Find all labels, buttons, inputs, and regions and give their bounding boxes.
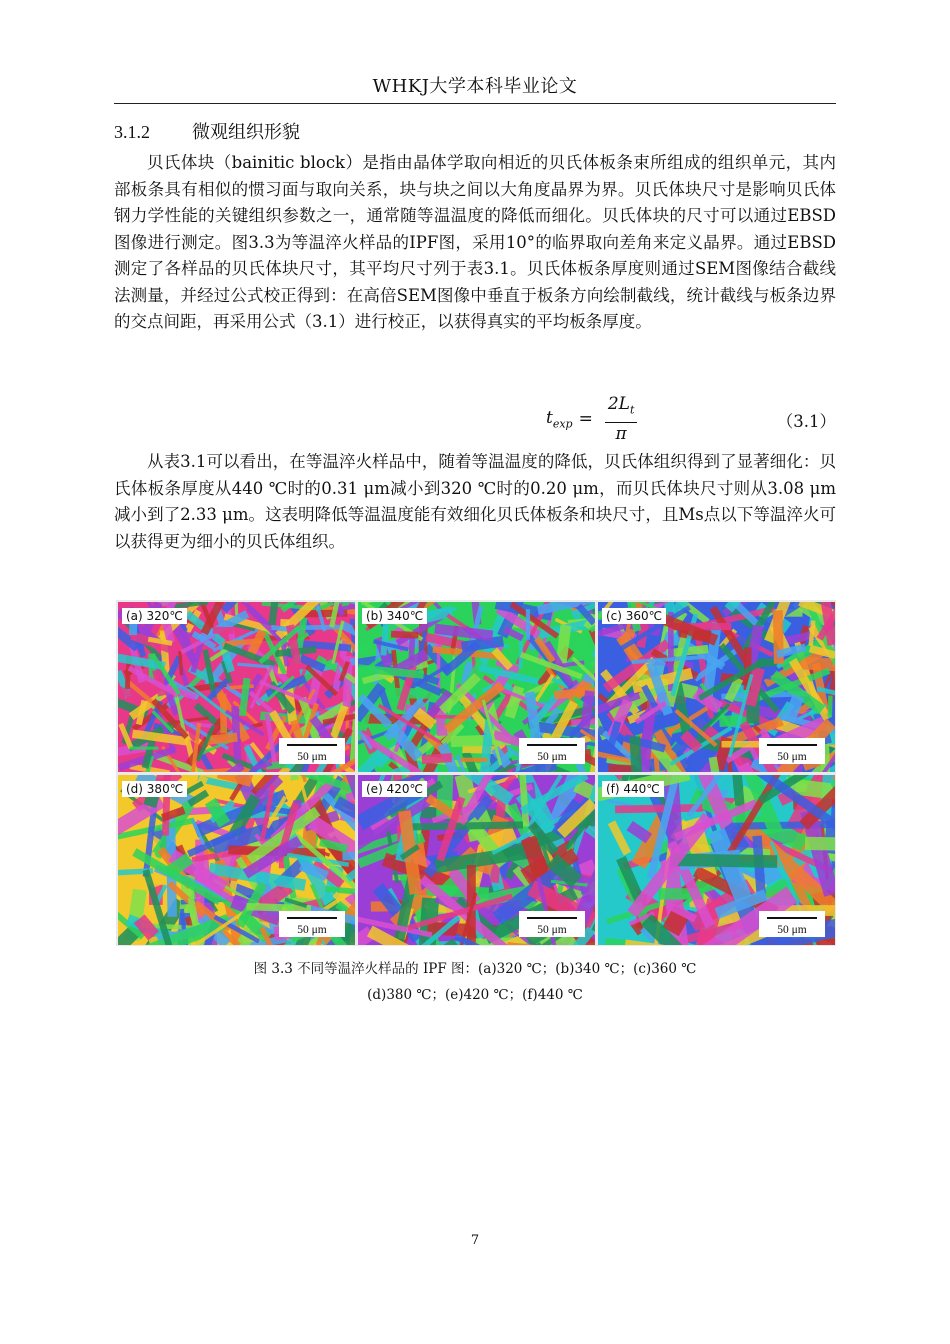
section-title: 微观组织形貌 xyxy=(192,122,300,143)
figure-caption-line-1: 图 3.3 不同等温淬火样品的 IPF 图：(a)320 ℃；(b)340 ℃；(c)360 ℃ xyxy=(253,961,697,977)
header-rule xyxy=(114,103,836,104)
page-number: 7 xyxy=(470,1233,480,1248)
panel-label: (d) 380℃ xyxy=(122,781,187,797)
scale-bar: 50 μm xyxy=(279,911,345,937)
ipf-panel-a xyxy=(118,602,355,772)
equation-equals: = xyxy=(578,409,593,429)
fraction-numerator: $2L_t$ xyxy=(605,393,638,422)
panel-label: (c) 360℃ xyxy=(602,608,666,624)
equation-lhs: $t_{exp}$ xyxy=(546,407,573,431)
paragraph-2: 从表3.1可以看出，在等温淬火样品中，随着等温温度的降低，贝氏体组织得到了显著细化：贝氏体板条厚度从440 ℃时的0.31 μm减小到320 ℃时的0.20 μm，而贝氏体块尺寸则从3.08 μm减小到了2.33 μm。这表明降低等温温度能有效细化贝氏体板条和块尺寸，且Ms点以下等温淬火可以获得更为细小的贝氏体组织。 xyxy=(114,452,836,551)
scale-bar: 50 μm xyxy=(519,738,585,764)
scale-bar: 50 μm xyxy=(759,911,825,937)
panel-label: (a) 320℃ xyxy=(122,608,187,624)
ipf-panel-d xyxy=(118,775,355,945)
equation-body xyxy=(546,396,637,442)
equation-number: （3.1） xyxy=(776,412,836,431)
equation-3-1 xyxy=(114,396,836,446)
ipf-figure xyxy=(116,600,836,946)
scale-bar: 50 μm xyxy=(519,911,585,937)
scale-bar: 50 μm xyxy=(279,738,345,764)
fraction-denominator: π xyxy=(615,423,627,444)
running-header: WHKJ大学本科毕业论文 xyxy=(372,76,578,97)
ipf-panel-c xyxy=(598,602,835,772)
panel-label: (e) 420℃ xyxy=(362,781,427,797)
scale-bar: 50 μm xyxy=(759,738,825,764)
section-heading xyxy=(114,118,300,144)
ipf-panel-e xyxy=(358,775,595,945)
panel-label: (b) 340℃ xyxy=(362,608,427,624)
panel-label: (f) 440℃ xyxy=(602,781,664,797)
ipf-panel-f xyxy=(598,775,835,945)
ipf-panel-b xyxy=(358,602,595,772)
figure-caption-line-2: (d)380 ℃；(e)420 ℃；(f)440 ℃ xyxy=(367,987,583,1003)
equation-fraction xyxy=(605,393,638,444)
section-number: 3.1.2 xyxy=(114,122,150,142)
paragraph-1: 贝氏体块（bainitic block）是指由晶体学取向相近的贝氏体板条束所组成的组织单元，其内部板条具有相似的惯习面与取向关系，块与块之间以大角度晶界为界。贝氏体块尺寸是影响贝氏体钢力学性能的关键组织参数之一，通常随等温温度的降低而细化。贝氏体块的尺寸可以通过EBSD图像进行测定。图3.3为等温淬火样品的IPF图，采用10°的临界取向差角来定义晶界。通过EBSD测定了各样品的贝氏体块尺寸，其平均尺寸列于表3.1。贝氏体板条厚度则通过SEM图像结合截线法测量，并经过公式校正得到：在高倍SEM图像中垂直于板条方向绘制截线，统计截线与板条边界的交点间距，再采用公式（3.1）进行校正，以获得真实的平均板条厚度。 xyxy=(114,153,836,331)
